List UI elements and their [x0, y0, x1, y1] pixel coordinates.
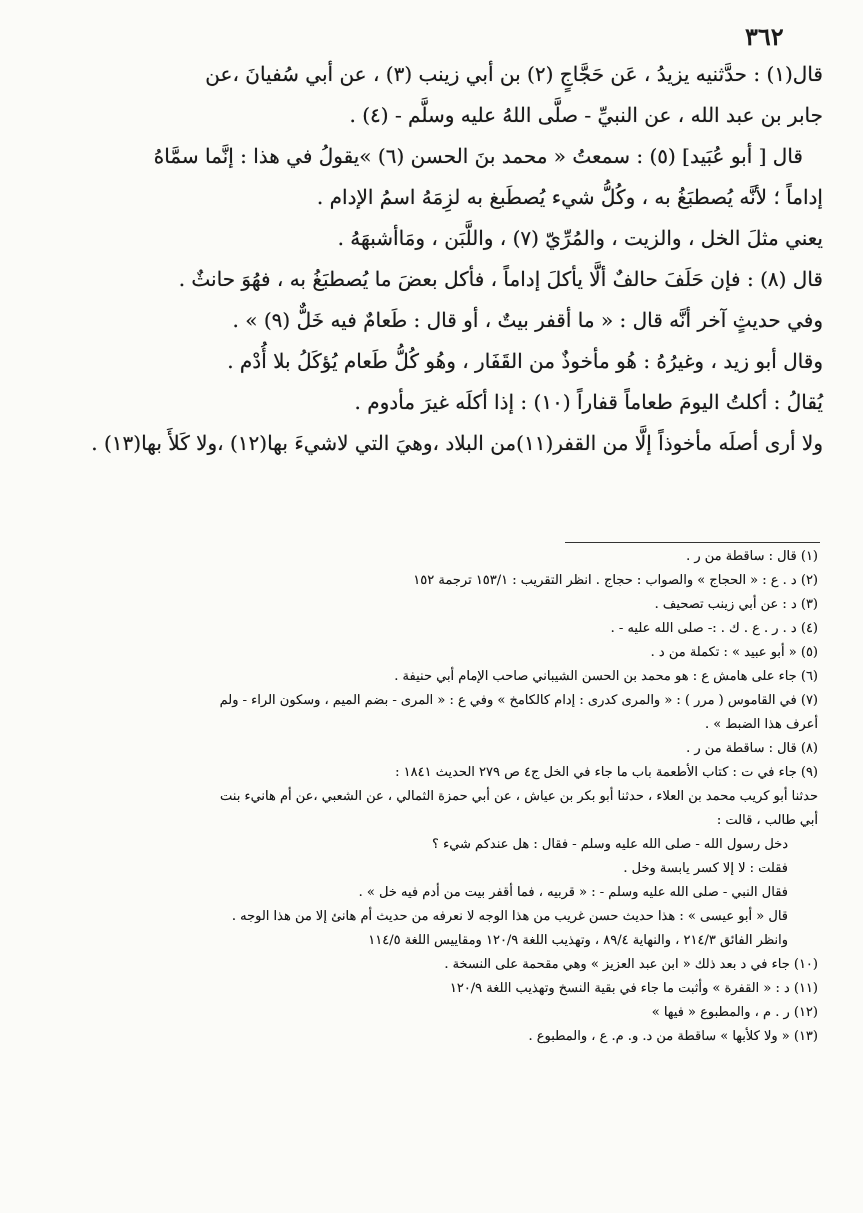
footnote-continuation: قال « أبو عيسى » : هذا حديث حسن غريب من هذا الوجه لا نعرفه من حديث أم هانئ إلا من هذا الوجه .: [231, 909, 788, 924]
footnote: (٥) « أبو عبيد » : تكملة من د .: [650, 645, 818, 660]
footnote-continuation: أعرف هذا الضبط » .: [704, 717, 818, 732]
text-line: يعني مثلَ الخل ، والزيت ، والمُرِّيّ (٧) ، واللَّبَن ، ومَاأشبهَهُ .: [337, 226, 823, 250]
footnote-continuation: حدثنا أبو كريب محمد بن العلاء ، حدثنا أبو بكر بن عياش ، عن أبي حمزة الثمالي ، عن الشعبي ،عن أم هانيء بنت: [220, 789, 818, 804]
text-line: إداماً ؛ لأنَّه يُصطبَغُ به ، وكُلُّ شيء يُصطَبغ به لزِمَهُ اسمُ الإدام .: [316, 185, 823, 209]
footnote: (٣) د : عن أبي زينب تصحيف .: [654, 597, 818, 612]
footnote: (٧) في القاموس ( مرر ) : « والمرى كدرى : إدام كالكامخ » وفي ع : « المرى - بضم الميم ، وسكون الراء - ولم: [219, 693, 818, 708]
footnote: (١٠) جاء في د بعد ذلك « ابن عبد العزيز » وهي مقحمة على النسخة .: [444, 957, 818, 972]
footnote: (١) قال : ساقطة من ر .: [686, 549, 818, 564]
footnote: (١٣) « ولا كلأبها » ساقطة من د. و. م. ع ، والمطبوع .: [528, 1029, 818, 1044]
text-line: ولا أرى أصلَه مأخوذاً إلَّا من القفر(١١)من البلاد ،وهيَ التي لاشيءَ بها(١٢) ،ولا كَلأَ بها(١٣) .: [91, 431, 823, 455]
footnote: (١٢) ر . م ، والمطبوع « فيها »: [651, 1005, 818, 1020]
footnote: (١١) د : « القفرة » وأثبت ما جاء في بقية النسخ وتهذيب اللغة ١٢٠/٩: [449, 981, 818, 996]
footnote: (٢) د . ع : « الحجاج » والصواب : حجاج . انظر التقريب : ١٥٣/١ ترجمة ١٥٢: [413, 573, 818, 588]
footnote: (٤) د . ر . ع . ك . :- صلى الله عليه - .: [610, 621, 818, 636]
text-line: وقال أبو زيد ، وغيرُهُ : هُو مأخوذٌ من القَفَار ، وهُو كُلُّ طَعام يُؤكَلُ بلا أُدْم .: [227, 349, 823, 373]
text-line: قال (٨) : فإن حَلَفَ حالفٌ ألَّا يأكلَ إداماً ، فأكل بعضَ ما يُصطبَغُ به ، فهُوَ حانثٌ .: [178, 267, 823, 291]
footnote: (٦) جاء على هامش ع : هو محمد بن الحسن الشيباني صاحب الإمام أبي حنيفة .: [394, 669, 818, 684]
footnote-continuation: وانظر الفائق ٢١٤/٣ ، والنهاية ٨٩/٤ ، وتهذيب اللغة ١٢٠/٩ ومقاييس اللغة ١١٤/٥: [368, 933, 788, 948]
footnote-continuation: دخل رسول الله - صلى الله عليه وسلم - فقال : هل عندكم شيء ؟: [432, 837, 788, 852]
text-line: قال [ أبو عُبَيد] (٥) : سمعتُ « محمد بنَ الحسن (٦) »يقولُ في هذا : إنَّما سمَّاهُ: [153, 144, 803, 168]
footnotes: [120, 548, 818, 1052]
footnote-divider: [565, 542, 820, 543]
footnote-continuation: فقال النبي - صلى الله عليه وسلم - : « قربيه ، فما أقفر بيت من أدم فيه خل » .: [358, 885, 788, 900]
text-line: جابر بن عبد الله ، عن النبيِّ - صلَّى اللهُ عليه وسلَّم - (٤) .: [349, 103, 823, 127]
text-line: وفي حديثٍ آخر أنَّه قال : « ما أقفر بيتٌ ، أو قال : طَعامٌ فيه خَلٌّ (٩) » .: [232, 308, 823, 332]
footnote-continuation: فقلت : لا إلا كسر يابسة وخل .: [623, 861, 788, 876]
text-line: يُقالُ : أكلتُ اليومَ طعاماً قفاراً (١٠) : إذا أكلَه غيرَ مأدوم .: [354, 390, 823, 414]
page-number: ٣٦٢: [745, 22, 784, 51]
main-text: [91, 62, 823, 472]
footnote: (٨) قال : ساقطة من ر .: [686, 741, 818, 756]
text-line: قال(١) : حدَّثنيه يزيدُ ، عَن حَجَّاجٍ (٢) بن أبي زينب (٣) ، عن أبي سُفيانَ ،عن: [205, 62, 823, 86]
footnote: (٩) جاء في ت : كتاب الأطعمة باب ما جاء في الخل ج٤ ص ٢٧٩ الحديث ١٨٤١ :: [395, 765, 818, 780]
footnote-continuation: أبي طالب ، قالت :: [716, 813, 818, 828]
